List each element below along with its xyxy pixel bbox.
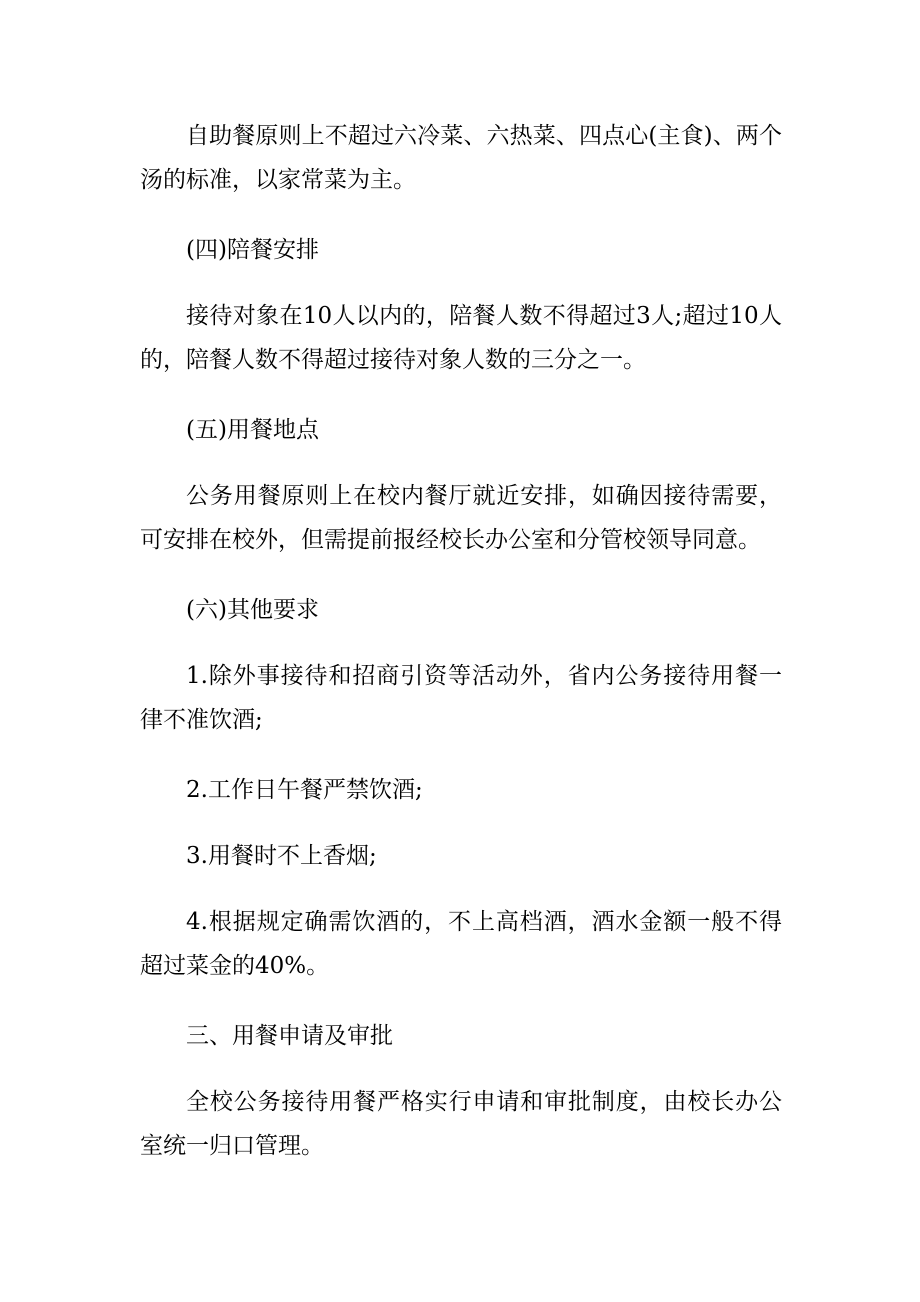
heading-application-approval: 三、用餐申请及审批 [186, 1023, 393, 1049]
paragraph-requirement-2: 2.工作日午餐严禁饮酒; [186, 777, 423, 803]
paragraph-requirement-4: 4.根据规定确需饮酒的，不上高档酒，酒水金额一般不得超过菜金的40%。 [140, 909, 782, 979]
paragraph-dining-location: 公务用餐原则上在校内餐厅就近安排，如确因接待需要，可安排在校外，但需提前报经校长办公室和分管校领导同意。 [140, 483, 782, 553]
paragraph-buffet-standard: 自助餐原则上不超过六冷菜、六热菜、四点心(主食)、两个汤的标准，以家常菜为主。 [140, 123, 782, 193]
heading-dining-location: (五)用餐地点 [186, 417, 319, 443]
paragraph-accompany-rules: 接待对象在10人以内的，陪餐人数不得超过3人;超过10人的，陪餐人数不得超过接待对象人数的三分之一。 [140, 303, 782, 373]
heading-other-requirements: (六)其他要求 [186, 597, 319, 623]
heading-accompany-arrangement: (四)陪餐安排 [186, 237, 319, 263]
paragraph-application-approval: 全校公务接待用餐严格实行申请和审批制度，由校长办公室统一归口管理。 [140, 1089, 782, 1159]
paragraph-requirement-3: 3.用餐时不上香烟; [186, 843, 377, 869]
paragraph-requirement-1: 1.除外事接待和招商引资等活动外，省内公务接待用餐一律不准饮酒; [140, 663, 782, 733]
